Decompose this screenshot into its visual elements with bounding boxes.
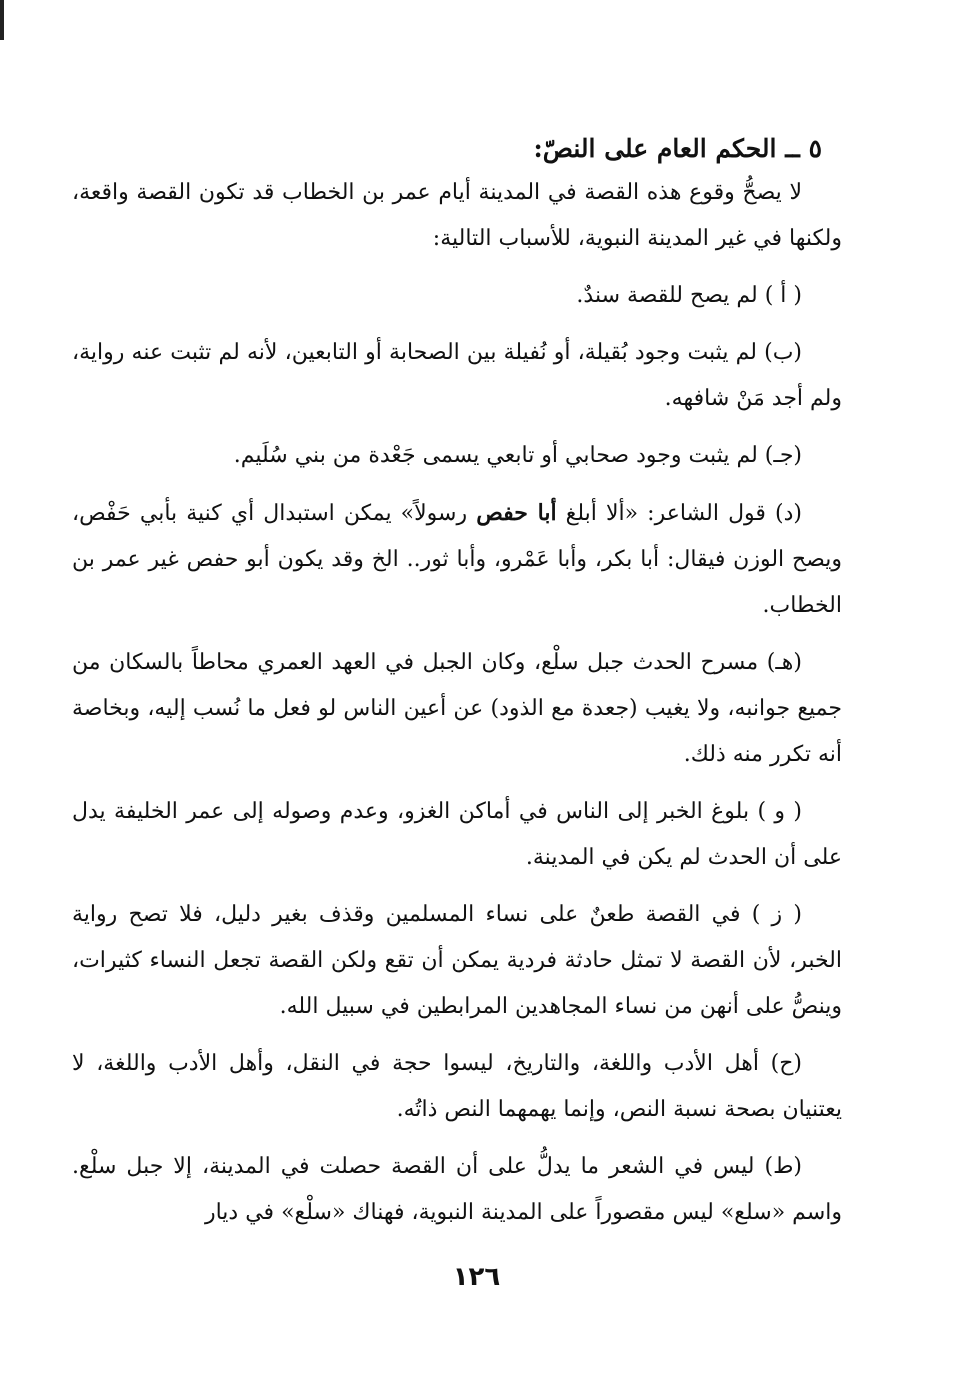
point-zay: ( ز ) في القصة طعنٌ على نساء المسلمين وقذف بغير دليل، فلا تصح رواية الخبر، لأن القصة لا تمثل حادثة فردية يمكن أن تقع ولكن القصة تجعل النساء كثيرات، وينصُّ على أنهن من نساء المجاهدين المرابطين في سبيل الله. [72,902,842,1019]
point-ba: (ب) لم يثبت وجود بُقيلة، أو نُفيلة بين الصحابة أو التابعين، لأنه لم تثبت عنه رواية، ولم أجد مَنْ شافهه. [72,340,842,411]
point-jim: (جـ) لم يثبت وجود صحابي أو تابعي يسمى جَعْدة من بني سُلَيم. [233,443,802,468]
section-heading: ٥ ــ الحكم العام على النصّ: [533,134,822,163]
page-number: ١٢٦ [452,1262,501,1292]
point-waw: ( و ) بلوغ الخبر إلى الناس في أماكن الغزو، وعدم وصوله إلى عمر الخليفة يدل على أن الحدث لم يكن في المدينة. [72,799,842,870]
point-ha: (هـ) مسرح الحدث جبل سلْع، وكان الجبل في العهد العمري محاطاً بالسكان من جميع جوانبه، ولا يغيب (جعدة مع الذود) عن أعين الناس لو فعل ما نُسب إليه، وبخاصة أنه تكرر منه ذلك. [72,650,842,767]
point-dal-end: رسولاً» يمكن استبدال أي كنية بأبي حَفْص، ويصح الوزن فيقال: أبا بكر، وأبا عَمْرو، وأبا ثور.. الخ وقد يكون أبو حفص غير عمر بن الخطاب. [72,501,842,618]
scan-edge-mark [0,0,4,40]
point-dal-bold: أبا حفص [476,500,557,526]
point-ha2: (ح) أهل الأدب واللغة، والتاريخ، ليسوا حجة في النقل، وأهل الأدب واللغة، لا يعتنيان بصحة نسبة النص، وإنما يهمهما النص ذاتُه. [72,1051,842,1122]
point-alif: ( أ ) لم يصح للقصة سندٌ. [576,283,802,308]
point-dal-start: (د) قول الشاعر: «ألا أبلغ [556,501,802,526]
point-ta: (ط) ليس في الشعر ما يدلُّ على أن القصة حصلت في المدينة، إلا جبل سلْع. واسم «سلع» ليس مقصوراً على المدينة النبوية، فهناك «سلْع» في ديار [72,1154,842,1225]
intro-paragraph: لا يصحُّ وقوع هذه القصة في المدينة أيام عمر بن الخطاب قد تكون القصة واقعة، ولكنها في غير المدينة النبوية، للأسباب التالية: [72,180,842,251]
point-dal [72,490,842,629]
page-body [72,130,842,1247]
